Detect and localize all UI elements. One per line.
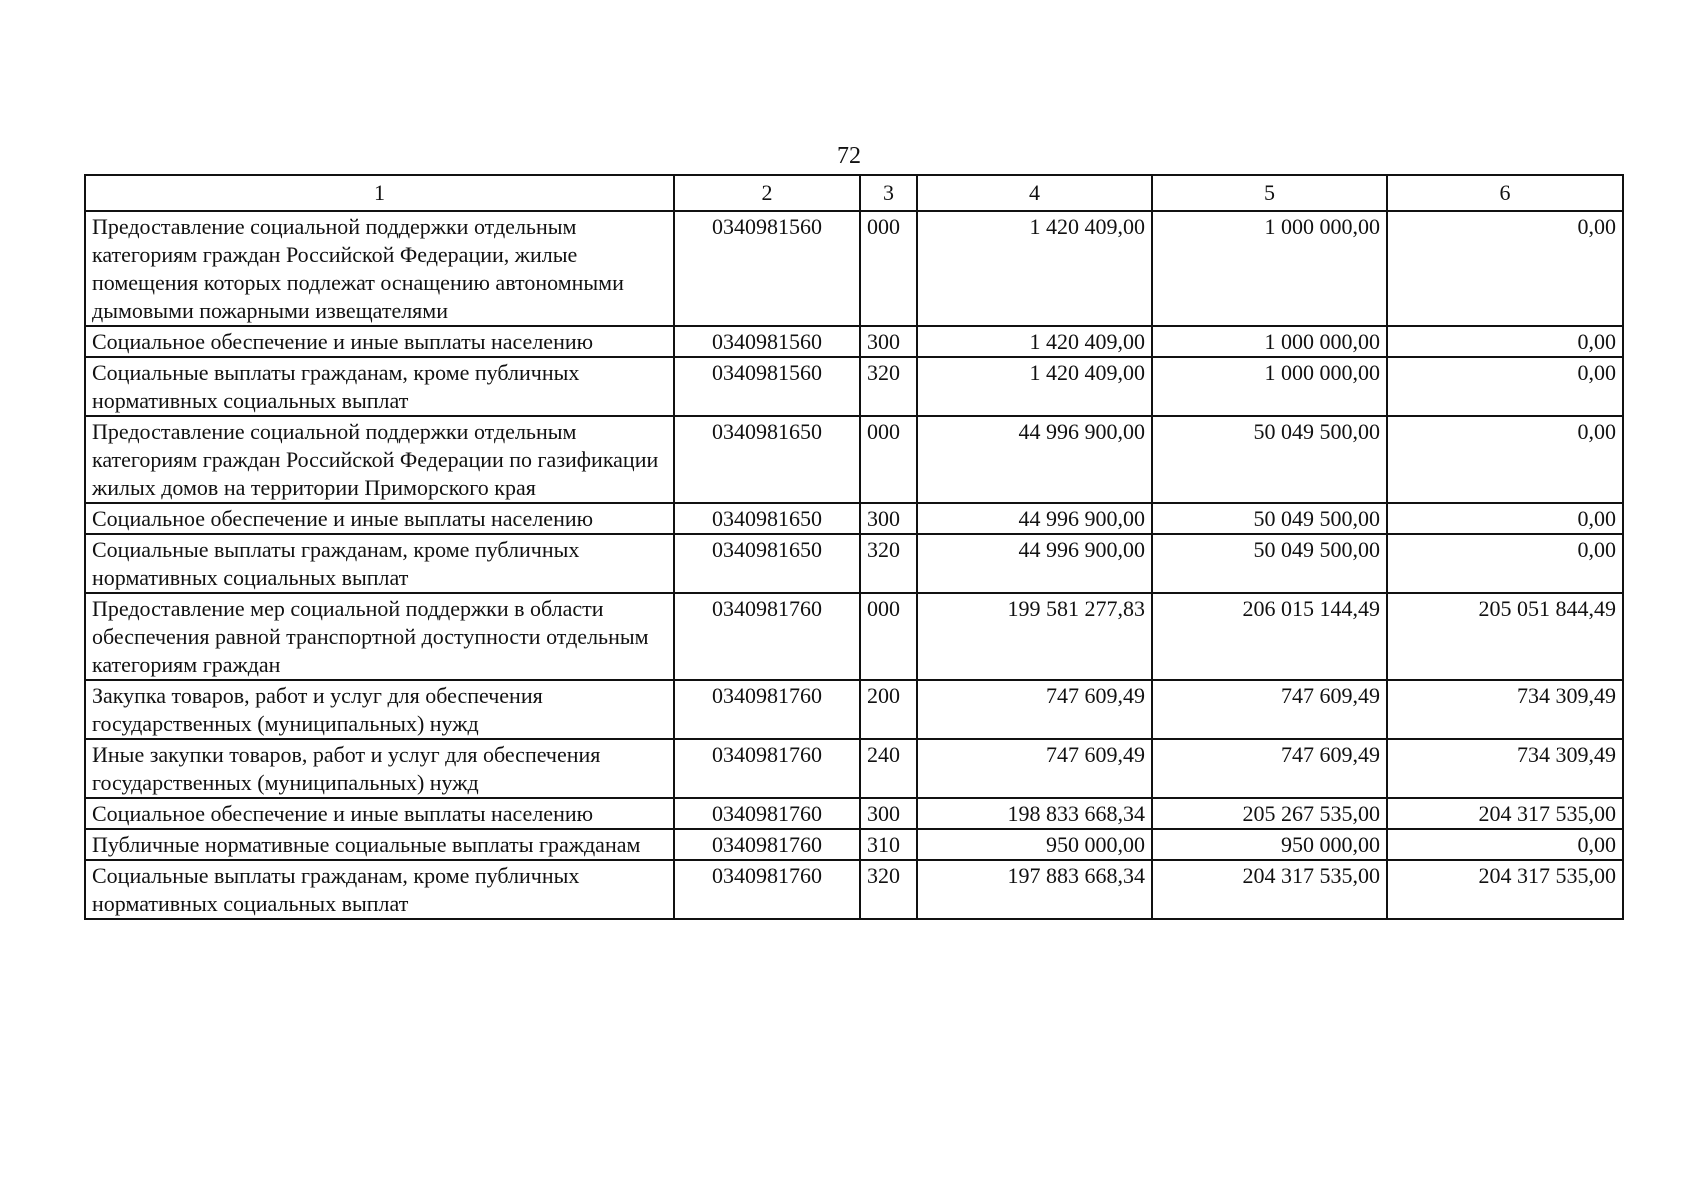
row-code-cell: 0340981760: [674, 680, 860, 739]
row-code-cell: 0340981650: [674, 416, 860, 503]
row-type-cell: 300: [860, 503, 917, 534]
row-type-cell: 310: [860, 829, 917, 860]
row-amount-col4: 197 883 668,34: [917, 860, 1152, 919]
row-name-cell: Социальные выплаты гражданам, кроме публичных нормативных социальных выплат: [85, 357, 674, 416]
row-code-cell: 0340981560: [674, 326, 860, 357]
row-name-cell: Закупка товаров, работ и услуг для обеспечения государственных (муниципальных) нужд: [85, 680, 674, 739]
row-amount-col5: 50 049 500,00: [1152, 416, 1387, 503]
row-amount-col6: 0,00: [1387, 416, 1623, 503]
row-name-cell: Публичные нормативные социальные выплаты гражданам: [85, 829, 674, 860]
row-type-cell: 000: [860, 416, 917, 503]
page-number: 72: [837, 143, 861, 169]
row-name-cell: Социальное обеспечение и иные выплаты населению: [85, 798, 674, 829]
row-name-cell: Предоставление мер социальной поддержки в области обеспечения равной транспортной доступности отдельным категориям граждан: [85, 593, 674, 680]
row-amount-col6: 0,00: [1387, 829, 1623, 860]
row-amount-col4: 44 996 900,00: [917, 534, 1152, 593]
row-name-cell: Иные закупки товаров, работ и услуг для обеспечения государственных (муниципальных) нужд: [85, 739, 674, 798]
row-amount-col5: 1 000 000,00: [1152, 211, 1387, 326]
table-header-row: [85, 175, 1623, 211]
row-name-cell: Предоставление социальной поддержки отдельным категориям граждан Российской Федерации по газификации жилых домов на территории Приморского края: [85, 416, 674, 503]
row-amount-col4: 199 581 277,83: [917, 593, 1152, 680]
row-name-cell: Социальные выплаты гражданам, кроме публичных нормативных социальных выплат: [85, 860, 674, 919]
row-amount-col6: 0,00: [1387, 357, 1623, 416]
row-code-cell: 0340981560: [674, 211, 860, 326]
row-amount-col4: 747 609,49: [917, 680, 1152, 739]
row-amount-col4: 198 833 668,34: [917, 798, 1152, 829]
column-header-4: 4: [917, 175, 1152, 211]
row-amount-col4: 1 420 409,00: [917, 357, 1152, 416]
row-amount-col5: 1 000 000,00: [1152, 326, 1387, 357]
row-amount-col6: 204 317 535,00: [1387, 798, 1623, 829]
row-type-cell: 320: [860, 860, 917, 919]
table-row: [85, 680, 1623, 739]
table-row: [85, 503, 1623, 534]
budget-table: [84, 174, 1624, 920]
row-amount-col4: 747 609,49: [917, 739, 1152, 798]
table-row: [85, 860, 1623, 919]
table-row: [85, 211, 1623, 326]
row-code-cell: 0340981560: [674, 357, 860, 416]
row-amount-col6: 0,00: [1387, 211, 1623, 326]
row-amount-col5: 950 000,00: [1152, 829, 1387, 860]
row-type-cell: 300: [860, 798, 917, 829]
table-row: [85, 416, 1623, 503]
row-amount-col5: 1 000 000,00: [1152, 357, 1387, 416]
column-header-6: 6: [1387, 175, 1623, 211]
table-row: [85, 829, 1623, 860]
row-code-cell: 0340981760: [674, 739, 860, 798]
table-row: [85, 326, 1623, 357]
row-amount-col6: 734 309,49: [1387, 680, 1623, 739]
row-code-cell: 0340981760: [674, 798, 860, 829]
row-type-cell: 320: [860, 357, 917, 416]
row-code-cell: 0340981760: [674, 593, 860, 680]
row-type-cell: 200: [860, 680, 917, 739]
row-amount-col5: 747 609,49: [1152, 680, 1387, 739]
row-amount-col6: 204 317 535,00: [1387, 860, 1623, 919]
row-amount-col5: 206 015 144,49: [1152, 593, 1387, 680]
column-header-5: 5: [1152, 175, 1387, 211]
row-name-cell: Социальное обеспечение и иные выплаты населению: [85, 503, 674, 534]
column-header-1: 1: [85, 175, 674, 211]
row-amount-col6: 205 051 844,49: [1387, 593, 1623, 680]
row-type-cell: 000: [860, 211, 917, 326]
row-code-cell: 0340981760: [674, 860, 860, 919]
row-amount-col6: 0,00: [1387, 534, 1623, 593]
table-row: [85, 593, 1623, 680]
table-row: [85, 798, 1623, 829]
column-header-2: 2: [674, 175, 860, 211]
row-code-cell: 0340981760: [674, 829, 860, 860]
row-amount-col4: 950 000,00: [917, 829, 1152, 860]
row-amount-col5: 50 049 500,00: [1152, 534, 1387, 593]
row-amount-col4: 44 996 900,00: [917, 503, 1152, 534]
row-amount-col4: 44 996 900,00: [917, 416, 1152, 503]
row-amount-col5: 204 317 535,00: [1152, 860, 1387, 919]
row-amount-col6: 0,00: [1387, 503, 1623, 534]
row-code-cell: 0340981650: [674, 534, 860, 593]
row-amount-col5: 205 267 535,00: [1152, 798, 1387, 829]
table-row: [85, 739, 1623, 798]
row-name-cell: Предоставление социальной поддержки отдельным категориям граждан Российской Федерации, жилые помещения которых подлежат оснащению автономными дымовыми пожарными извещателями: [85, 211, 674, 326]
column-header-3: 3: [860, 175, 917, 211]
row-name-cell: Социальные выплаты гражданам, кроме публичных нормативных социальных выплат: [85, 534, 674, 593]
row-name-cell: Социальное обеспечение и иные выплаты населению: [85, 326, 674, 357]
table-row: [85, 357, 1623, 416]
row-amount-col6: 734 309,49: [1387, 739, 1623, 798]
row-type-cell: 240: [860, 739, 917, 798]
row-type-cell: 320: [860, 534, 917, 593]
row-amount-col6: 0,00: [1387, 326, 1623, 357]
table-body: [85, 211, 1623, 919]
row-code-cell: 0340981650: [674, 503, 860, 534]
table-row: [85, 534, 1623, 593]
row-amount-col5: 50 049 500,00: [1152, 503, 1387, 534]
row-type-cell: 000: [860, 593, 917, 680]
row-amount-col4: 1 420 409,00: [917, 211, 1152, 326]
row-amount-col5: 747 609,49: [1152, 739, 1387, 798]
row-type-cell: 300: [860, 326, 917, 357]
row-amount-col4: 1 420 409,00: [917, 326, 1152, 357]
